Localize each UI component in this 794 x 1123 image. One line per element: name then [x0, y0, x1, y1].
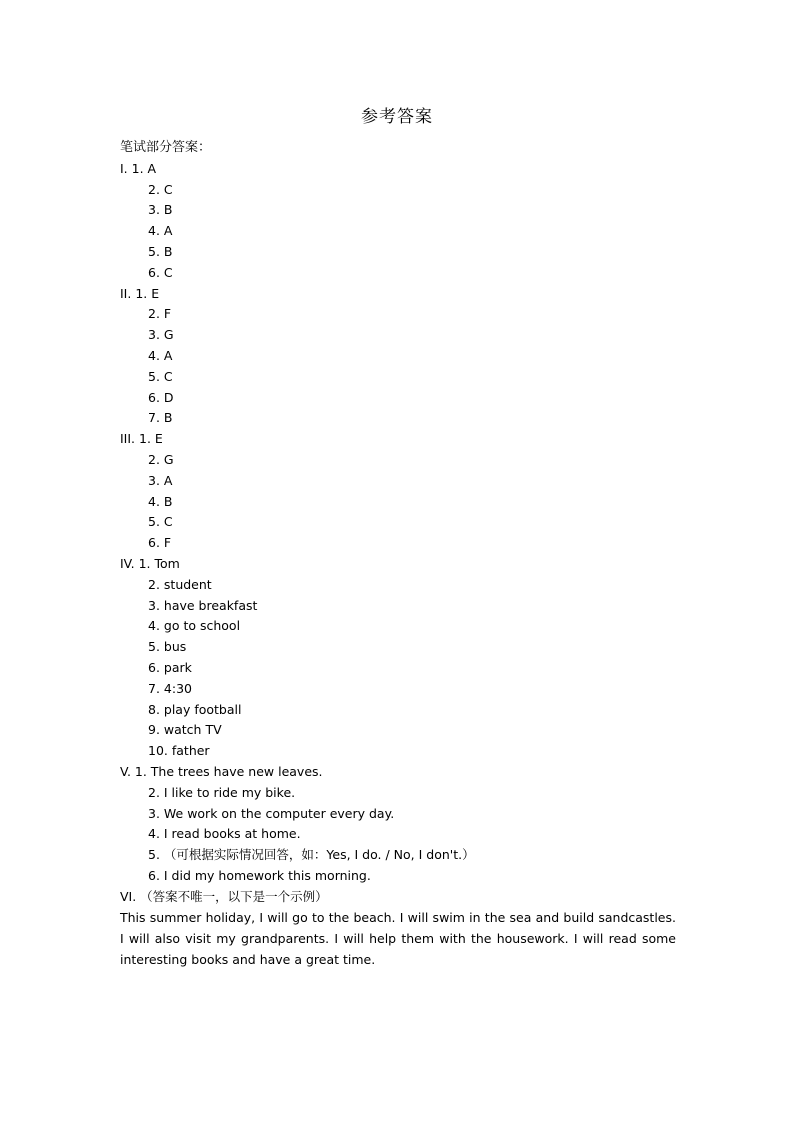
answer-line: 10. father — [148, 743, 210, 759]
answer-body — [120, 138, 676, 970]
section-first-answer: V. 1. The trees have new leaves. — [120, 763, 323, 779]
answer-line: 6. C — [148, 264, 173, 280]
answer-line: 4. go to school — [148, 618, 241, 634]
section-first-answer: IV. 1. Tom — [120, 555, 180, 571]
answer-line: 6. D — [148, 389, 174, 405]
answer-line: 6. park — [148, 659, 192, 675]
section-first-answer: II. 1. E — [120, 285, 160, 301]
answer-line: 2. I like to ride my bike. — [148, 784, 296, 800]
answer-line: 4. A — [148, 223, 173, 239]
section-first-answer: VI. （答案不唯一，以下是一个示例） — [120, 888, 328, 904]
answer-line: 3. We work on the computer every day. — [148, 805, 395, 821]
answer-line: 5. （可根据实际情况回答，如：Yes, I do. / No, I don't.） — [148, 847, 475, 863]
answer-line: 8. play football — [148, 701, 242, 717]
answer-line: 2. student — [148, 576, 212, 592]
answer-line: 3. G — [148, 327, 174, 343]
answer-line: 2. G — [148, 451, 174, 467]
answer-line: 3. have breakfast — [148, 597, 258, 613]
answer-list — [120, 159, 676, 908]
page-title: 参考答案 — [361, 107, 433, 127]
answer-line: 5. C — [148, 368, 173, 384]
answer-line: 4. A — [148, 347, 173, 363]
answer-line: 6. F — [148, 535, 172, 551]
answer-line: 5. C — [148, 514, 173, 530]
answer-line: 3. A — [148, 472, 173, 488]
answer-line: 3. B — [148, 202, 173, 218]
answer-line: 9. watch TV — [148, 722, 222, 738]
answer-line: 5. B — [148, 243, 173, 259]
answer-line: 7. B — [148, 410, 173, 426]
answer-line: 6. I did my homework this morning. — [148, 867, 371, 883]
sample-essay: This summer holiday, I will go to the beach. I will swim in the sea and build sandcastles. I will also visit my grandparents. I will help them with the housework. I will read some interesting books and have a great time. — [120, 910, 676, 968]
answer-line: 2. C — [148, 181, 173, 197]
answer-line: 2. F — [148, 306, 172, 322]
answer-line: 5. bus — [148, 639, 187, 655]
section-heading: 笔试部分答案： — [120, 140, 212, 155]
answer-line: 4. I read books at home. — [148, 826, 301, 842]
answer-line: 4. B — [148, 493, 173, 509]
answer-line: 7. 4:30 — [148, 680, 192, 696]
section-first-answer: III. 1. E — [120, 431, 163, 447]
section-first-answer: I. 1. A — [120, 160, 157, 176]
